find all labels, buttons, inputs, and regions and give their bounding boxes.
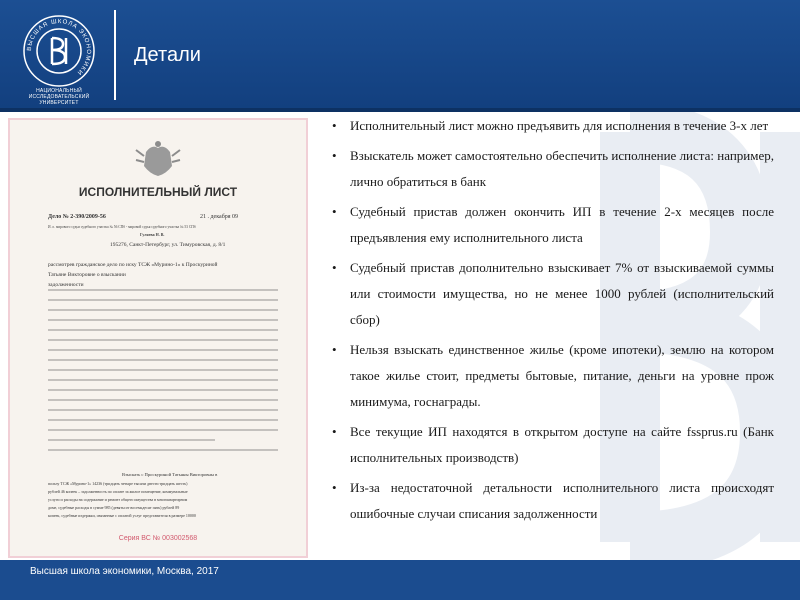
doc-resolution-5: доме, судебные расходы в сумме 985 (девятьсот восемьдесят пять) рублей 89	[48, 505, 180, 510]
bullet-marker: •	[332, 148, 337, 163]
bullet-marker: •	[332, 424, 337, 439]
doc-resolution-6: копеек, судебные издержки, связанные с оплатой услуг представителя в размере 10000	[48, 513, 196, 518]
bullet-marker: •	[332, 204, 337, 219]
logo-caption-line-2: УНИВЕРСИТЕТ	[39, 100, 79, 106]
slide-header	[0, 0, 800, 112]
bullet-marker: •	[332, 118, 337, 133]
bullet-marker: •	[332, 342, 337, 357]
bullet-item	[330, 419, 774, 471]
coat-of-arms-icon	[136, 141, 180, 176]
bullet-item	[330, 337, 774, 415]
bullet-text: Судебный пристав дополнительно взыскивает 7% от взыскиваемой суммы или стоимости имущества, но не менее 1000 рублей (исполнительский сбор)	[350, 260, 774, 327]
doc-heading: ИСПОЛНИТЕЛЬНЫЙ ЛИСТ	[78, 185, 238, 199]
slide-title: Детали	[134, 44, 201, 66]
doc-resolution-3: рублей 46 копеек – задолженность по оплате за жилое помещение, коммунальные	[48, 489, 188, 494]
doc-court-line: И. о. мирового судьи судебного участка № 56 СПб - мировой судья судебного участка № 53 СПб	[48, 225, 196, 229]
bullet-text: Взыскатель может самостоятельно обеспечить исполнение листа: например, лично обратиться в банк	[350, 148, 774, 189]
doc-resolution-1: Взыскать с Проскуриной Татьяны Викторовны в	[122, 472, 218, 477]
doc-resolution-2: пользу ТСЖ «Мурино-1» 14236 (тридцать четыре тысячи двести тридцать шесть)	[48, 481, 188, 486]
bullet-text: Из-за недостаточной детальности исполнительного листа происходят ошибочные случаи списания задолженности	[350, 480, 774, 521]
bullet-item	[330, 199, 774, 251]
bullet-item	[330, 113, 774, 139]
logo-ring-text: ВЫСШАЯ ШКОЛА ЭКОНОМИКИ	[26, 18, 92, 76]
doc-case-desc-1: рассмотрев гражданское дело по иску ТСЖ «Мурино-1» к Проскуриной	[48, 262, 218, 268]
doc-date-line: 21 . декабря 09	[200, 214, 239, 220]
bullet-marker: •	[332, 260, 337, 275]
hse-logo-icon	[22, 14, 96, 88]
bullet-text: Нельзя взыскать единственное жилье (кроме ипотеки), землю на котором такое жилье стоит, предметы бытовые, питание, деньги на уровне прож минимума, госнаграды.	[350, 342, 774, 409]
header-divider	[114, 10, 116, 100]
bullet-text: Судебный пристав должен окончить ИП в течение 2-х месяцев после предъявления ему исполнительного листа	[350, 204, 774, 245]
bullet-marker: •	[332, 480, 337, 495]
doc-address-line: 195276, Санкт-Петербург, ул. Тимуровская, д. 8/1	[110, 242, 226, 248]
writ-of-execution-image	[8, 118, 308, 558]
bullet-text: Все текущие ИП находятся в открытом доступе на сайте fssprus.ru (Банк исполнительных производств)	[350, 424, 774, 465]
doc-series-number: Серия ВС № 003002568	[118, 535, 198, 542]
footer-text: Высшая школа экономики, Москва, 2017	[30, 566, 219, 577]
slide-footer	[0, 560, 800, 600]
logo-caption-line-1: НАЦИОНАЛЬНЫЙ ИССЛЕДОВАТЕЛЬСКИЙ	[28, 88, 90, 100]
bullet-item	[330, 255, 774, 333]
doc-case-desc-2: Татьяне Викторовне о взыскании	[48, 272, 126, 278]
doc-ruled-lines	[48, 290, 278, 450]
doc-case-desc-3: задолженности	[48, 282, 84, 288]
details-bullet-list	[330, 113, 774, 531]
logo-caption	[10, 88, 108, 106]
doc-case-line: Дело № 2-390/2009-56	[48, 214, 106, 220]
bullet-item	[330, 143, 774, 195]
bullet-text: Исполнительный лист можно предъявить для исполнения в течение 3-х лет	[350, 118, 769, 133]
doc-judge-line: Гуляева Н. В.	[140, 232, 165, 237]
doc-resolution-4: услуги и расходы на содержание и ремонт общего имущества в многоквартирном	[48, 497, 188, 502]
bullet-item	[330, 475, 774, 527]
